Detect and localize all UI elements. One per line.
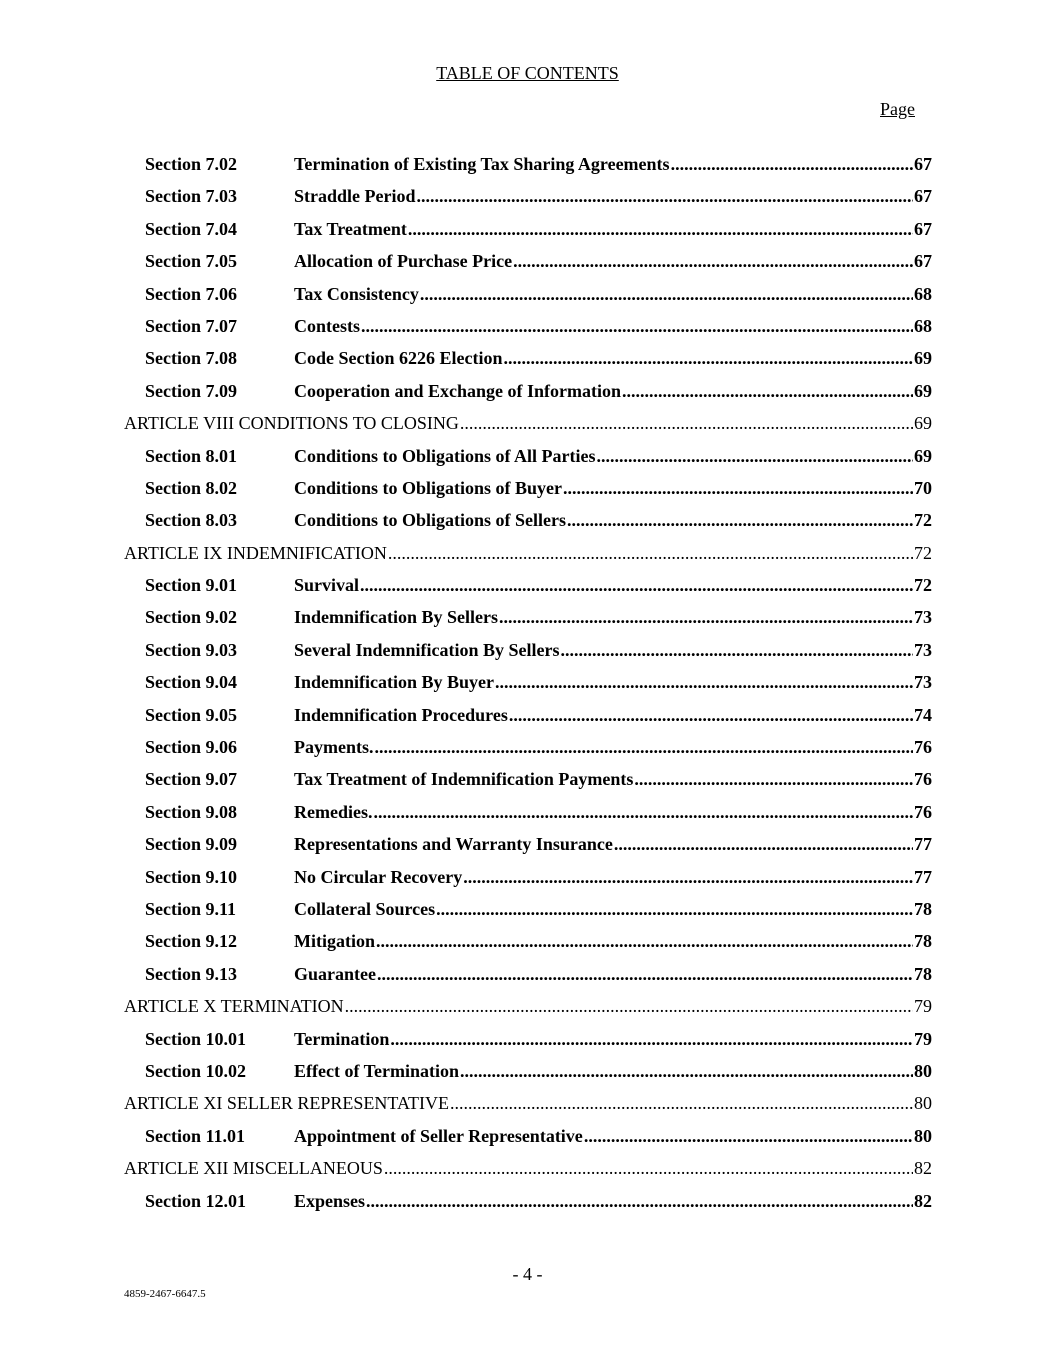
entry-title: Collateral Sources <box>294 898 436 919</box>
entry-title: Mitigation <box>294 931 375 952</box>
entry-title: Guarantee <box>294 963 376 984</box>
entry-title: Remedies. <box>294 801 373 822</box>
section-number: Section 7.02 <box>145 154 237 174</box>
entry-page: 69 <box>914 348 932 369</box>
entry-page: 73 <box>914 639 932 660</box>
dot-leader <box>388 543 913 564</box>
entry-title: Payments. <box>294 737 374 758</box>
section-number: Section 9.06 <box>145 737 237 758</box>
dot-leader <box>597 446 913 467</box>
toc-section-entry[interactable] <box>124 769 932 801</box>
entry-page: 72 <box>914 575 932 596</box>
toc-section-entry[interactable] <box>124 834 932 866</box>
dot-leader <box>513 251 913 272</box>
entry-title: Indemnification By Buyer <box>294 672 495 693</box>
toc-section-entry[interactable] <box>124 1191 932 1223</box>
entry-title: Cooperation and Exchange of Information <box>294 380 622 401</box>
section-number: Section 7.07 <box>145 315 237 336</box>
toc-section-entry[interactable] <box>124 1126 932 1158</box>
toc-section-entry[interactable] <box>124 186 932 218</box>
dot-leader <box>390 1029 913 1050</box>
dot-leader <box>417 186 914 207</box>
dot-leader <box>360 575 913 596</box>
section-number: Section 9.13 <box>145 963 237 984</box>
entry-title: Allocation of Purchase Price <box>294 251 513 272</box>
dot-leader <box>504 348 914 369</box>
entry-page: 80 <box>914 1125 932 1146</box>
toc-section-entry[interactable] <box>124 510 932 542</box>
document-id: 4859-2467-6647.5 <box>124 1288 206 1300</box>
entry-page: 67 <box>914 154 932 174</box>
dot-leader <box>463 867 913 888</box>
entry-title: Several Indemnification By Sellers <box>294 639 560 660</box>
toc-section-entry[interactable] <box>124 867 932 899</box>
entry-page: 67 <box>914 251 932 272</box>
entry-title: Contests <box>294 315 360 336</box>
entry-title: Straddle Period <box>294 186 416 207</box>
dot-leader <box>584 1126 913 1147</box>
dot-leader <box>377 964 913 985</box>
toc-section-entry[interactable] <box>124 607 932 639</box>
section-number: Section 7.03 <box>145 186 237 207</box>
dot-leader <box>384 1158 913 1179</box>
entry-title: Tax Treatment <box>294 218 407 239</box>
toc-section-entry[interactable] <box>124 219 932 251</box>
section-number: Section 11.01 <box>145 1125 246 1146</box>
toc-section-entry[interactable] <box>124 154 932 186</box>
section-number: Section 9.01 <box>145 575 237 596</box>
dot-leader <box>361 316 913 337</box>
entry-page: 79 <box>914 996 932 1017</box>
entry-page: 78 <box>914 963 932 984</box>
section-number: Section 12.01 <box>145 1190 246 1211</box>
toc-article-entry[interactable] <box>124 1093 932 1125</box>
section-number: Section 7.06 <box>145 283 237 304</box>
section-number: Section 7.08 <box>145 348 237 369</box>
entry-title: Conditions to Obligations of Sellers <box>294 510 567 531</box>
entry-page: 78 <box>914 931 932 952</box>
entry-title: Effect of Termination <box>294 1060 459 1081</box>
entry-page: 80 <box>914 1060 932 1081</box>
dot-leader <box>671 154 913 175</box>
section-number: Section 9.05 <box>145 704 237 725</box>
dot-leader <box>436 899 913 920</box>
toc-section-entry[interactable] <box>124 802 932 834</box>
section-number: Section 9.02 <box>145 607 237 628</box>
toc-article-entry[interactable] <box>124 1158 932 1190</box>
entry-title: ARTICLE XII MISCELLANEOUS <box>124 1158 383 1179</box>
entry-title: Termination of Existing Tax Sharing Agreements <box>294 154 670 174</box>
dot-leader <box>563 478 913 499</box>
section-number: Section 8.02 <box>145 477 237 498</box>
entry-title: Termination <box>294 1028 390 1049</box>
section-number: Section 7.04 <box>145 218 237 239</box>
entry-page: 69 <box>914 445 932 466</box>
toc-section-entry[interactable] <box>124 446 932 478</box>
entry-title: Indemnification Procedures <box>294 704 508 725</box>
entry-page: 73 <box>914 672 932 693</box>
section-number: Section 10.02 <box>145 1060 246 1081</box>
dot-leader <box>420 284 913 305</box>
toc-section-entry[interactable] <box>124 478 932 510</box>
entry-page: 78 <box>914 898 932 919</box>
dot-leader <box>345 996 913 1017</box>
dot-leader <box>376 931 913 952</box>
toc-list <box>124 154 932 1223</box>
dot-leader <box>366 1191 913 1212</box>
section-number: Section 9.07 <box>145 769 237 790</box>
dot-leader <box>460 413 913 434</box>
entry-title: ARTICLE X TERMINATION <box>124 996 344 1017</box>
section-number: Section 9.04 <box>145 672 237 693</box>
toc-section-entry[interactable] <box>124 672 932 704</box>
dot-leader <box>373 802 913 823</box>
dot-leader <box>408 219 913 240</box>
toc-title: TABLE OF CONTENTS <box>436 63 619 83</box>
toc-section-entry[interactable] <box>124 1029 932 1061</box>
page-column-header: Page <box>880 99 915 119</box>
toc-section-entry[interactable] <box>124 737 932 769</box>
toc-section-entry[interactable] <box>124 575 932 607</box>
entry-page: 69 <box>914 413 932 434</box>
section-number: Section 10.01 <box>145 1028 246 1049</box>
dot-leader <box>450 1093 913 1114</box>
entry-page: 80 <box>914 1093 932 1114</box>
entry-page: 77 <box>914 866 932 887</box>
entry-title: ARTICLE VIII CONDITIONS TO CLOSING <box>124 413 459 434</box>
entry-page: 76 <box>914 769 932 790</box>
toc-section-entry[interactable] <box>124 1061 932 1093</box>
entry-title: Code Section 6226 Election <box>294 348 503 369</box>
toc-article-entry[interactable] <box>124 543 932 575</box>
toc-section-entry[interactable] <box>124 931 932 963</box>
entry-title: Tax Treatment of Indemnification Payments <box>294 769 634 790</box>
toc-section-entry[interactable] <box>124 348 932 380</box>
page-number: - 4 - <box>512 1264 543 1284</box>
toc-article-entry[interactable] <box>124 413 932 445</box>
entry-page: 72 <box>914 510 932 531</box>
entry-page: 68 <box>914 283 932 304</box>
entry-page: 67 <box>914 218 932 239</box>
dot-leader <box>509 705 913 726</box>
toc-section-entry[interactable] <box>124 705 932 737</box>
entry-page: 76 <box>914 737 932 758</box>
section-number: Section 9.08 <box>145 801 237 822</box>
entry-page: 72 <box>914 542 932 563</box>
dot-leader <box>622 381 913 402</box>
toc-section-entry[interactable] <box>124 381 932 413</box>
entry-page: 82 <box>914 1158 932 1179</box>
section-number: Section 9.10 <box>145 866 237 887</box>
entry-page: 70 <box>914 477 932 498</box>
section-number: Section 9.12 <box>145 931 237 952</box>
entry-title: Expenses <box>294 1190 366 1211</box>
dot-leader <box>460 1061 913 1082</box>
toc-section-entry[interactable] <box>124 316 932 348</box>
entry-title: ARTICLE XI SELLER REPRESENTATIVE <box>124 1093 449 1114</box>
entry-title: Conditions to Obligations of All Parties <box>294 445 596 466</box>
section-number: Section 9.03 <box>145 639 237 660</box>
section-number: Section 7.09 <box>145 380 237 401</box>
section-number: Section 9.11 <box>145 898 237 919</box>
entry-page: 69 <box>914 380 932 401</box>
entry-page: 68 <box>914 315 932 336</box>
entry-title: Conditions to Obligations of Buyer <box>294 477 563 498</box>
entry-title: Survival <box>294 575 360 596</box>
dot-leader <box>614 834 913 855</box>
entry-title: Tax Consistency <box>294 283 419 304</box>
entry-title: No Circular Recovery <box>294 866 463 887</box>
entry-title: ARTICLE IX INDEMNIFICATION <box>124 542 387 563</box>
dot-leader <box>499 607 913 628</box>
section-number: Section 7.05 <box>145 251 237 272</box>
entry-title: Indemnification By Sellers <box>294 607 499 628</box>
toc-article-entry[interactable] <box>124 996 932 1028</box>
toc-section-entry[interactable] <box>124 284 932 316</box>
dot-leader <box>560 640 913 661</box>
entry-title: Representations and Warranty Insurance <box>294 834 613 855</box>
entry-title: Appointment of Seller Representative <box>294 1125 583 1146</box>
toc-section-entry[interactable] <box>124 640 932 672</box>
entry-page: 67 <box>914 186 932 207</box>
toc-section-entry[interactable] <box>124 899 932 931</box>
section-number: Section 8.01 <box>145 445 237 466</box>
entry-page: 77 <box>914 834 932 855</box>
entry-page: 82 <box>914 1190 932 1211</box>
dot-leader <box>634 769 913 790</box>
section-number: Section 8.03 <box>145 510 237 531</box>
entry-page: 76 <box>914 801 932 822</box>
toc-section-entry[interactable] <box>124 964 932 996</box>
section-number: Section 9.09 <box>145 834 237 855</box>
toc-section-entry[interactable] <box>124 251 932 283</box>
dot-leader <box>495 672 913 693</box>
dot-leader <box>375 737 914 758</box>
entry-page: 73 <box>914 607 932 628</box>
entry-page: 74 <box>914 704 932 725</box>
dot-leader <box>567 510 913 531</box>
entry-page: 79 <box>914 1028 932 1049</box>
